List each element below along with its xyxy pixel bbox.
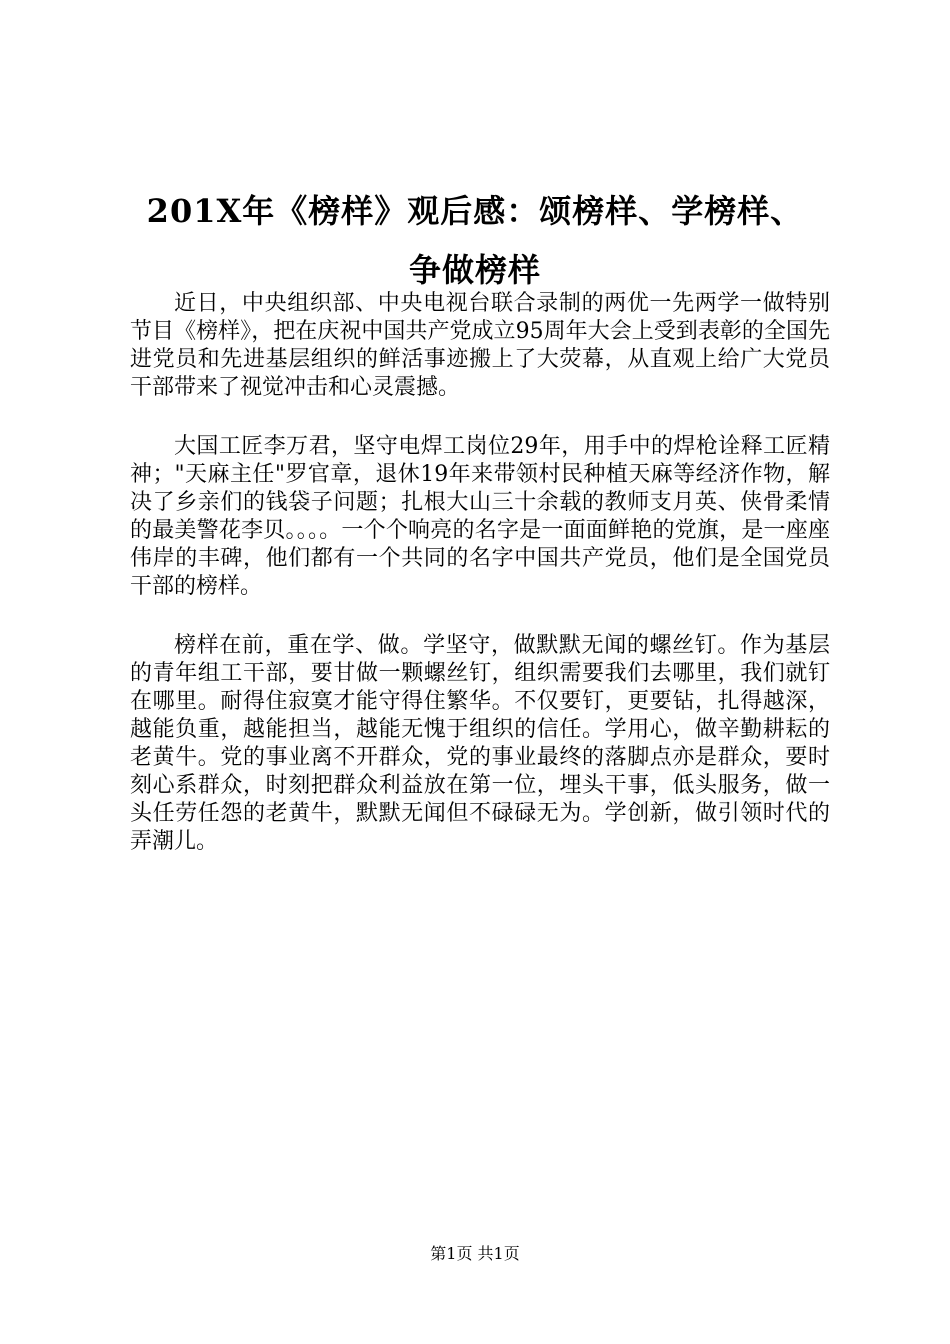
paragraph-3: 榜样在前，重在学、做。学坚守，做默默无闻的螺丝钉。作为基层的青年组工干部，要甘做一颗螺丝钉，组织需要我们去哪里，我们就钉在哪里。耐得住寂寞才能守得住繁华。不仅要钉，更要钻，扎得越深，越能负重，越能担当，越能无愧于组织的信任。学用心，做辛勤耕耘的老黄牛。党的事业离不开群众，党的事业最终的落脚点亦是群众，要时刻心系群众，时刻把群众利益放在第一位，埋头干事，低头服务，做一头任劳任怨的老黄牛，默默无闻但不碌碌无为。学创新，做引领时代的弄潮儿。 — [130, 633, 830, 854]
document-title-line-1: 201X年《榜样》观后感：颂榜样、学榜样、 — [146, 192, 804, 230]
paragraph-2: 大国工匠李万君，坚守电焊工岗位29年，用手中的焊枪诠释工匠精神；"天麻主任"罗官章，退休19年来带领村民种植天麻等经济作物，解决了乡亲们的钱袋子问题；扎根大山三十余载的教师支月英、侠骨柔情的最美警花李贝。。。。一个个响亮的名字是一面面鲜艳的党旗，是一座座伟岸的丰碑，他们都有一个共同的名字中国共产党员，他们是全国党员干部的榜样。 — [130, 434, 830, 599]
document-body — [130, 290, 830, 887]
document-title-line-2: 争做榜样 — [408, 251, 541, 289]
page-footer: 第1页 共1页 — [430, 1244, 520, 1263]
paragraph-1: 近日，中央组织部、中央电视台联合录制的两优一先两学一做特别节目《榜样》，把在庆祝中国共产党成立95周年大会上受到表彰的全国先进党员和先进基层组织的鲜活事迹搬上了大荧幕，从直观上给广大党员干部带来了视觉冲击和心灵震撼。 — [130, 291, 830, 400]
